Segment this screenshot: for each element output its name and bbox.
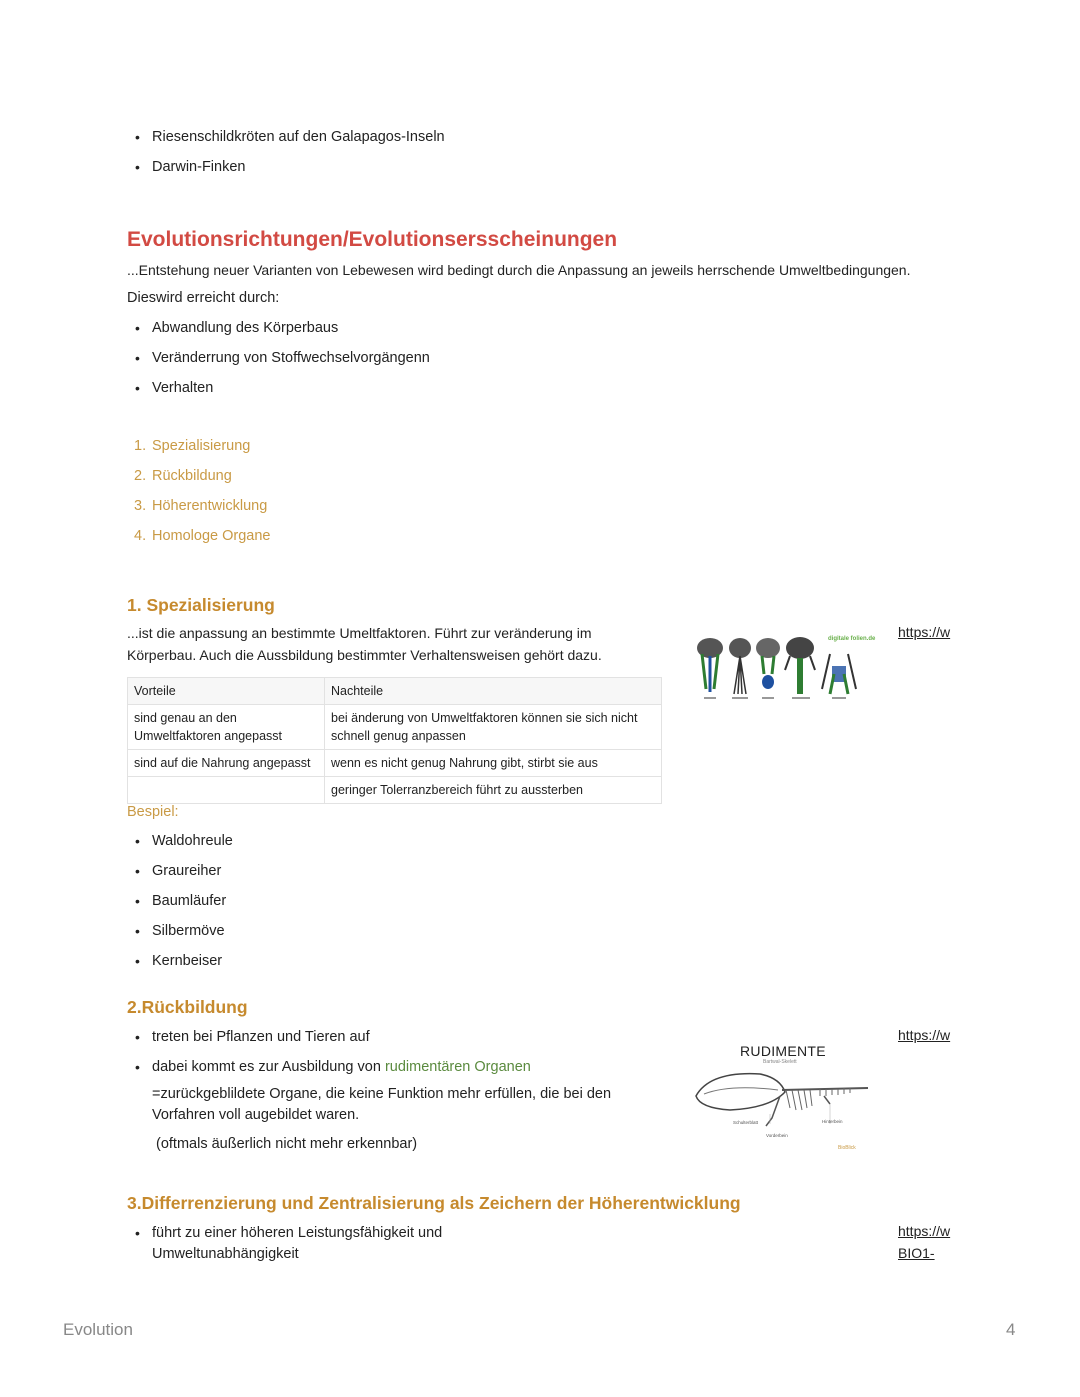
reference-link[interactable]: https://w [898,1223,951,1239]
table-header-vorteile: Vorteile [128,678,325,705]
table-header-row [128,678,662,705]
mouthpart-3 [756,638,780,689]
table-row [128,777,662,804]
text-line: ...ist die anpassung an bestimmte Umeltfaktoren. Führt zur veränderung im [127,625,592,641]
table-row [128,750,662,777]
list-item: • Riesenschildkröten auf den Galapagos-Inseln [127,127,445,157]
table-cell: sind genau an den Umweltfaktoren angepasst [128,705,325,750]
whale-skeleton-image [690,1066,875,1141]
reference-link[interactable]: https://w [898,624,951,640]
toc-label: Homologe Organe [152,528,271,544]
list-item: • Abwandlung des Körperbaus [127,318,430,348]
toc-label: Höherentwicklung [152,498,268,514]
table-cell: wenn es nicht genug Nahrung gibt, stirbt sie aus [325,750,662,777]
section-description: ...Entstehung neuer Varianten von Lebewesen wird bedingt durch die Anpassung an jeweils herrschende Umweltbedingungen. [127,262,911,278]
mouthpart-4 [785,637,815,694]
list-item: • Veränderrung von Stoffwechselvorgängenn [127,348,430,378]
toc-item-spezialisierung[interactable] [134,436,271,466]
toc-label: Rückbildung [152,468,232,484]
table-cell [128,777,325,804]
toc-number: 4. [134,528,147,544]
text-line: Umweltunabhängigkeit [152,1246,299,1262]
toc-number: 1. [134,438,147,454]
table-row [128,705,662,750]
section-title-spezialisierung: 1. Spezialisierung [127,595,275,615]
toc-list [134,436,271,556]
rudiment-note: (oftmals äußerlich nicht mehr erkennbar) [156,1136,418,1152]
toc-label: Spezialisierung [152,438,251,454]
example-label: Bespiel: [127,804,179,820]
intro-list [127,127,445,187]
footer-title: Evolution [63,1320,133,1339]
toc-number: 2. [134,468,147,484]
page-number: 4 [1006,1320,1016,1339]
list-item: • Graureiher [127,861,233,891]
achieved-by-label: Dieswird erreicht durch: [127,290,280,306]
list-item-text: dabei kommt es zur Ausbildung von [152,1059,385,1075]
rudiment-definition [152,1084,611,1126]
text-line: • führt zu einer höheren Leistungsfähigkeit und [152,1225,443,1241]
rudimentary-organs-term: rudimentären Organen [384,1059,531,1075]
reference-link-continued[interactable]: BIO1- [898,1245,935,1261]
list-item: • treten bei Pflanzen und Tieren auf [127,1027,531,1057]
insect-mouthparts-image [690,634,872,704]
reference-link[interactable]: https://w [898,1027,951,1043]
image-title: RUDIMENTE [740,1043,826,1059]
mouthpart-1 [697,638,723,692]
image-brand: BioBlick [838,1145,856,1151]
table-cell: geringer Tolerranzbereich führt zu aussterben [325,777,662,804]
list-item [127,1223,442,1265]
list-item: • Waldohreule [127,831,233,861]
image-brand: digitale folien.de [828,636,876,642]
image-label-shoulder: Schulterblatt [733,1120,759,1125]
section-title-evolutionsrichtungen: Evolutionsrichtungen/Evolutionsersscheinungen [127,228,618,251]
list-item: • Silbermöve [127,921,233,951]
pros-cons-table [127,677,662,804]
table-cell: sind auf die Nahrung angepasst [128,750,325,777]
section-title-hoeherentwicklung: 3.Differrenzierung und Zentralisierung als Zeichern der Höherentwicklung [127,1193,741,1213]
list-item: • Baumläufer [127,891,233,921]
rueckbildung-list [127,1027,531,1077]
image-label-hind-leg: Hinterbein [822,1119,843,1124]
toc-item-rueckbildung[interactable] [134,466,271,496]
example-list [127,831,233,981]
achieved-by-list [127,318,430,408]
list-item: • Verhalten [127,378,430,408]
mouthpart-5 [822,654,856,694]
text-line: Vorfahren voll augebildet waren. [152,1107,360,1123]
mouthpart-2 [729,638,751,694]
mouthpart-captions [704,697,846,699]
image-label-front-leg: Vorderbein [766,1133,788,1138]
toc-number: 3. [134,498,147,514]
list-item [127,1057,531,1077]
list-item: • Kernbeiser [127,951,233,981]
table-cell: bei änderung von Umweltfaktoren können sie sich nicht schnell genug anpassen [325,705,662,750]
image-subtitle: Bartwal-Skelett [763,1059,797,1065]
text-line: =zurückgeblildete Organe, die keine Funktion mehr erfüllen, die bei den [152,1086,612,1102]
text-line: Körperbau. Auch die Aussbildung bestimmter Verhaltensweisen gehört dazu. [127,647,602,663]
toc-item-hoeherentwicklung[interactable] [134,496,271,526]
list-item: • Darwin-Finken [127,157,445,187]
table-header-nachteile: Nachteile [325,678,662,705]
section-title-rueckbildung: 2.Rückbildung [127,997,248,1017]
toc-item-homologe-organe[interactable] [134,526,271,556]
spezialisierung-text [127,622,602,666]
hoeherentwicklung-list [127,1223,442,1265]
